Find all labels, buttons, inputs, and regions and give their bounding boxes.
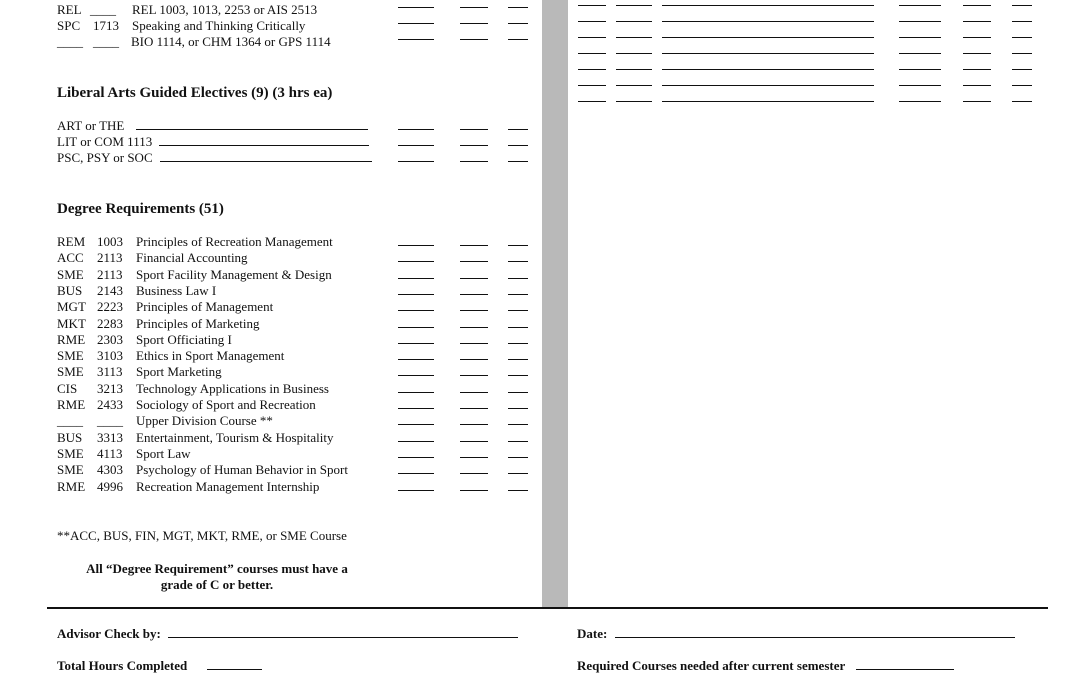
course-prefix: SME — [57, 462, 84, 478]
blank-course-field[interactable] — [662, 74, 874, 86]
course-prefix: BUS — [57, 429, 83, 445]
course-prefix: MKT — [57, 315, 86, 331]
blank-course-field[interactable] — [1012, 74, 1032, 86]
blank-course-field[interactable] — [616, 90, 652, 102]
course-number: 4113 — [97, 445, 123, 461]
blank-course-field[interactable] — [1012, 26, 1032, 38]
blank-course-field[interactable] — [1012, 42, 1032, 54]
grade-blank[interactable] — [508, 267, 528, 279]
grade-blank[interactable] — [460, 134, 488, 146]
course-prefix: CIS — [57, 380, 78, 396]
grade-blank[interactable] — [398, 299, 434, 311]
blank-course-field[interactable] — [899, 26, 941, 38]
grade-blank[interactable] — [460, 299, 488, 311]
course-number: 2113 — [97, 266, 123, 282]
blank-course-field[interactable] — [662, 58, 874, 70]
grade-blank[interactable] — [460, 28, 488, 40]
grade-blank[interactable] — [460, 430, 488, 442]
grade-blank[interactable] — [398, 446, 434, 458]
blank-course-field[interactable] — [578, 26, 606, 38]
blank-course-field[interactable] — [662, 10, 874, 22]
degree-requirements-heading: Degree Requirements (51) — [57, 201, 224, 217]
grade-blank[interactable] — [460, 462, 488, 474]
blank-course-field[interactable] — [578, 74, 606, 86]
date-row — [577, 626, 1015, 642]
elective-label: PSC, PSY or SOC — [57, 150, 153, 165]
grade-blank[interactable] — [508, 364, 528, 376]
course-prefix: REL — [57, 2, 82, 17]
blank-course-field[interactable] — [899, 90, 941, 102]
grade-blank[interactable] — [508, 118, 528, 130]
course-number: 3103 — [97, 348, 123, 364]
course-prefix: MGT — [57, 299, 86, 315]
grade-blank[interactable] — [460, 0, 488, 8]
blank-course-field[interactable] — [963, 74, 991, 86]
course-number: 2143 — [97, 282, 123, 298]
grade-blank[interactable] — [398, 364, 434, 376]
liberal-arts-heading: Liberal Arts Guided Electives (9) (3 hrs ea) — [57, 85, 333, 101]
grade-blank[interactable] — [460, 267, 488, 279]
grade-blank[interactable] — [508, 381, 528, 393]
grade-blank[interactable] — [398, 12, 434, 24]
course-title: Sport Facility Management & Design — [136, 266, 332, 282]
grade-blank[interactable] — [460, 446, 488, 458]
course-number: 4303 — [97, 462, 123, 478]
grade-note-line2: grade of C or better. — [160, 577, 274, 592]
course-prefix: ____ — [57, 413, 83, 429]
blank-course-field[interactable] — [1012, 58, 1032, 70]
advisor-signature-field[interactable] — [168, 626, 518, 638]
grade-blank[interactable] — [398, 479, 434, 491]
blank-course-field[interactable] — [616, 42, 652, 54]
elective-row-art — [57, 118, 368, 134]
grade-blank[interactable] — [508, 134, 528, 146]
blank-course-field[interactable] — [1012, 0, 1032, 6]
grade-blank[interactable] — [508, 299, 528, 311]
grade-blank[interactable] — [398, 234, 434, 246]
course-title: BIO 1114, or CHM 1364 or GPS 1114 — [131, 34, 331, 49]
grade-blank[interactable] — [460, 234, 488, 246]
course-number: 2303 — [97, 331, 123, 347]
column-divider — [542, 0, 568, 608]
blank-course-field[interactable] — [616, 58, 652, 70]
course-prefix: REM — [57, 234, 86, 249]
course-number: 4996 — [97, 478, 123, 494]
grade-note-line1: All “Degree Requirement” courses must have a — [86, 561, 348, 576]
course-title: Entertainment, Tourism & Hospitality — [136, 429, 334, 445]
grade-blank[interactable] — [508, 462, 528, 474]
grade-blank[interactable] — [398, 316, 434, 328]
blank-course-field[interactable] — [662, 0, 874, 6]
course-number: 1713 — [93, 18, 119, 33]
grade-blank[interactable] — [398, 348, 434, 360]
course-prefix: SME — [57, 364, 84, 380]
course-title: REL 1003, 1013, 2253 or AIS 2513 — [132, 2, 318, 17]
course-number: 2223 — [97, 299, 123, 315]
course-prefix: RME — [57, 331, 86, 347]
date-field[interactable] — [615, 626, 1015, 638]
elective-row-psc — [57, 150, 372, 166]
course-prefix: SME — [57, 266, 84, 282]
course-prefix: RME — [57, 397, 86, 412]
grade-blank[interactable] — [508, 332, 528, 344]
total-hours-field[interactable] — [207, 658, 262, 670]
blank-course-field[interactable] — [963, 26, 991, 38]
grade-blank[interactable] — [460, 118, 488, 130]
course-number: ____ — [90, 2, 116, 17]
course-title: Business Law I — [136, 282, 217, 298]
blank-course-field[interactable] — [963, 10, 991, 22]
grade-blank[interactable] — [508, 234, 528, 246]
blank-course-field[interactable] — [899, 0, 941, 6]
course-title: Recreation Management Internship — [136, 478, 320, 494]
footer-rule — [47, 607, 1048, 609]
grade-blank[interactable] — [460, 364, 488, 376]
elective-blank[interactable] — [136, 118, 368, 130]
course-title: Psychology of Human Behavior in Sport — [136, 462, 348, 478]
grade-blank[interactable] — [460, 479, 488, 491]
blank-course-field[interactable] — [578, 58, 606, 70]
grade-blank[interactable] — [460, 413, 488, 425]
grade-blank[interactable] — [398, 0, 434, 8]
grade-blank[interactable] — [508, 397, 528, 409]
blank-course-field[interactable] — [1012, 90, 1032, 102]
blank-course-field[interactable] — [963, 90, 991, 102]
course-prefix: BUS — [57, 282, 83, 298]
elective-label: LIT or COM 1113 — [57, 134, 153, 149]
date-label: Date: — [577, 626, 608, 641]
grade-blank[interactable] — [398, 134, 434, 146]
course-row — [57, 2, 82, 18]
blank-course-field[interactable] — [662, 42, 874, 54]
grade-blank[interactable] — [460, 381, 488, 393]
grade-blank[interactable] — [398, 397, 434, 409]
required-courses-field[interactable] — [856, 658, 954, 670]
course-number: 3313 — [97, 429, 123, 445]
course-title: Principles of Marketing — [136, 315, 260, 331]
total-hours-row — [57, 658, 262, 674]
grade-blank[interactable] — [398, 250, 434, 262]
grade-blank[interactable] — [460, 348, 488, 360]
grade-blank[interactable] — [398, 462, 434, 474]
course-number: ____ — [97, 413, 123, 429]
blank-course-field[interactable] — [616, 74, 652, 86]
grade-blank[interactable] — [508, 0, 528, 8]
elective-blank[interactable] — [160, 150, 372, 162]
grade-blank[interactable] — [508, 348, 528, 360]
blank-course-field[interactable] — [1012, 10, 1032, 22]
grade-blank[interactable] — [508, 413, 528, 425]
grade-blank[interactable] — [508, 430, 528, 442]
grade-blank[interactable] — [508, 150, 528, 162]
course-title: Sport Marketing — [136, 364, 222, 380]
grade-blank[interactable] — [398, 283, 434, 295]
course-title: Upper Division Course ** — [136, 413, 273, 429]
grade-blank[interactable] — [398, 28, 434, 40]
grade-blank[interactable] — [508, 250, 528, 262]
grade-blank[interactable] — [508, 316, 528, 328]
grade-blank[interactable] — [398, 332, 434, 344]
course-number: 3113 — [97, 364, 123, 380]
blank-course-field[interactable] — [578, 0, 606, 6]
required-courses-row — [577, 658, 954, 674]
course-title: Financial Accounting — [136, 250, 248, 266]
course-title: Speaking and Thinking Critically — [132, 18, 306, 33]
grade-blank[interactable] — [508, 446, 528, 458]
grade-blank[interactable] — [460, 316, 488, 328]
grade-blank[interactable] — [460, 250, 488, 262]
course-prefix: ____ — [57, 34, 83, 49]
course-title: Technology Applications in Business — [136, 380, 329, 396]
elective-blank[interactable] — [159, 134, 369, 146]
course-title: Ethics in Sport Management — [136, 348, 285, 364]
blank-course-field[interactable] — [616, 10, 652, 22]
grade-blank[interactable] — [460, 12, 488, 24]
course-number: ____ — [93, 34, 119, 49]
blank-course-field[interactable] — [963, 0, 991, 6]
elective-label: ART or THE — [57, 118, 125, 133]
course-number: 2433 — [97, 397, 123, 412]
grade-blank[interactable] — [460, 283, 488, 295]
advisor-check-row — [57, 626, 518, 642]
blank-course-field[interactable] — [899, 58, 941, 70]
grade-blank[interactable] — [398, 118, 434, 130]
blank-course-field[interactable] — [899, 74, 941, 86]
course-prefix: RME — [57, 478, 86, 494]
course-title: Sport Officiating I — [136, 331, 232, 347]
advisor-label: Advisor Check by: — [57, 626, 161, 641]
grade-blank[interactable] — [508, 12, 528, 24]
blank-course-field[interactable] — [662, 90, 874, 102]
grade-blank[interactable] — [398, 381, 434, 393]
upper-division-footnote: **ACC, BUS, FIN, MGT, MKT, RME, or SME Course — [57, 528, 347, 543]
total-hours-label: Total Hours Completed — [57, 658, 188, 673]
blank-course-field[interactable] — [899, 42, 941, 54]
course-number: 2283 — [97, 315, 123, 331]
grade-blank[interactable] — [398, 413, 434, 425]
course-number: 3213 — [97, 380, 123, 396]
grade-blank[interactable] — [460, 332, 488, 344]
course-title: Principles of Recreation Management — [136, 234, 333, 249]
blank-course-field[interactable] — [578, 42, 606, 54]
course-prefix: SME — [57, 445, 84, 461]
blank-course-field[interactable] — [616, 0, 652, 6]
course-number: 2113 — [97, 250, 123, 266]
course-prefix: ACC — [57, 250, 84, 266]
blank-course-field[interactable] — [899, 10, 941, 22]
grade-blank[interactable] — [508, 28, 528, 40]
course-title: Sociology of Sport and Recreation — [136, 397, 316, 412]
course-prefix: SME — [57, 348, 84, 364]
elective-row-lit — [57, 134, 369, 150]
course-number: 1003 — [97, 234, 123, 249]
grade-blank[interactable] — [460, 150, 488, 162]
blank-course-field[interactable] — [963, 58, 991, 70]
blank-course-field[interactable] — [963, 42, 991, 54]
course-title: Sport Law — [136, 445, 191, 461]
grade-blank[interactable] — [398, 150, 434, 162]
grade-blank[interactable] — [398, 267, 434, 279]
course-prefix: SPC — [57, 18, 81, 33]
grade-blank[interactable] — [398, 430, 434, 442]
blank-course-field[interactable] — [578, 90, 606, 102]
blank-course-field[interactable] — [616, 26, 652, 38]
blank-course-field[interactable] — [662, 26, 874, 38]
grade-blank[interactable] — [508, 283, 528, 295]
blank-course-field[interactable] — [578, 10, 606, 22]
required-courses-label: Required Courses needed after current semester — [577, 658, 846, 673]
grade-blank[interactable] — [508, 479, 528, 491]
grade-blank[interactable] — [460, 397, 488, 409]
course-title: Principles of Management — [136, 299, 274, 315]
